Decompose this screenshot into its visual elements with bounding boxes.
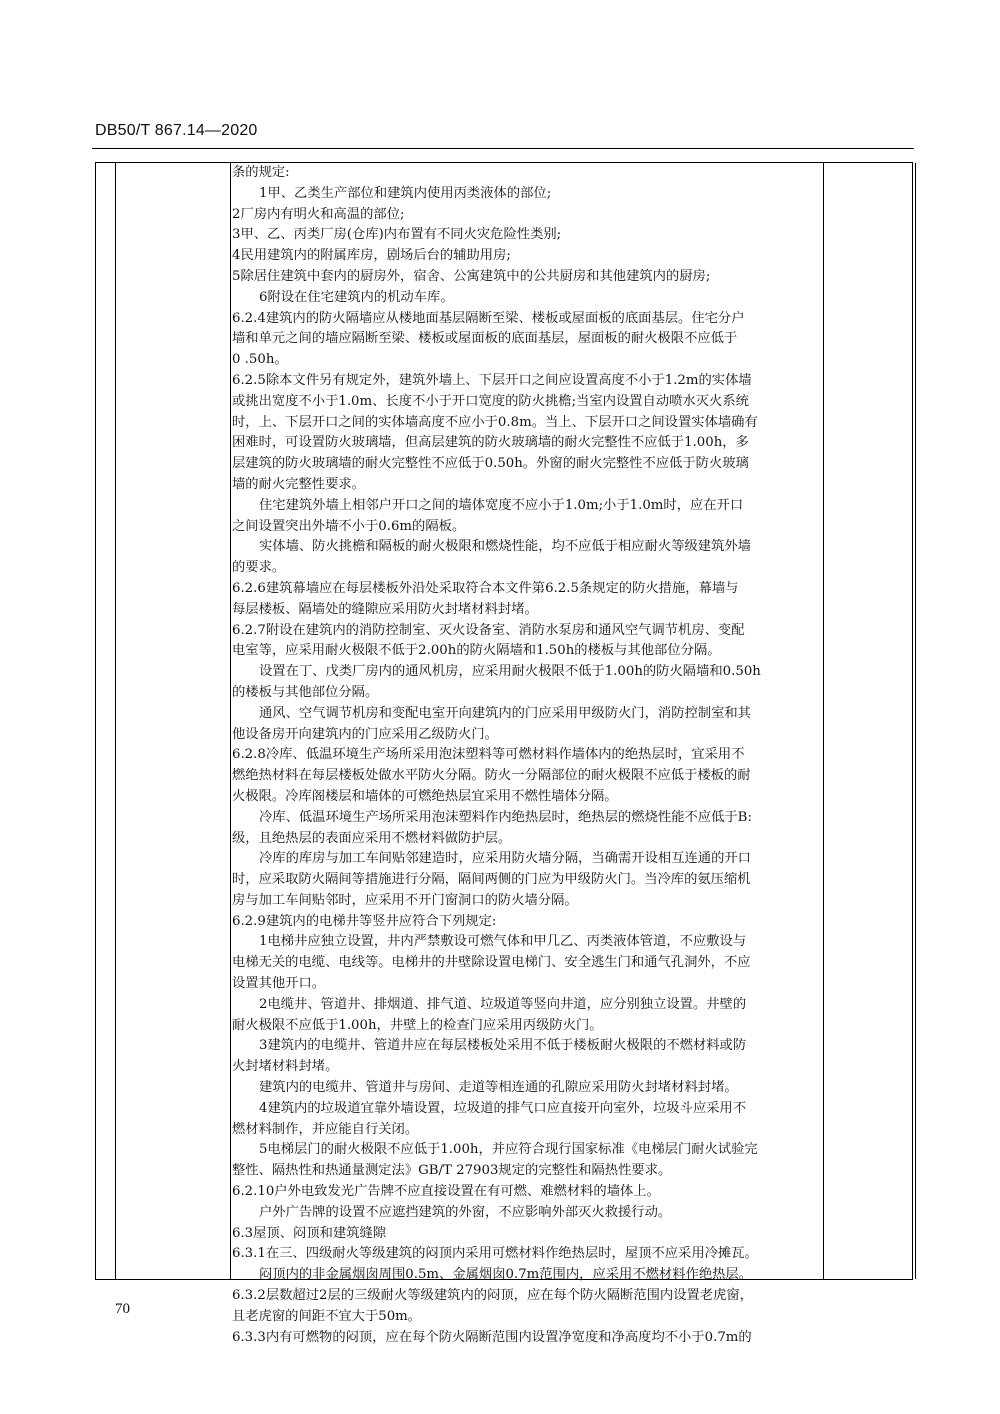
text-line: 6.2.4建筑内的防火隔墙应从楼地面基层隔断至梁、楼板或屋面板的底面基层。住宅分户 xyxy=(232,310,745,326)
text-line: 时，应采取防火隔间等措施进行分隔，隔间两侧的门应为甲级防火门。当冷库的氨压缩机 xyxy=(232,872,751,888)
text-line: 他设备房开向建筑内的门应采用乙级防火门。 xyxy=(232,726,498,742)
text-line: 5除居住建筑中套内的厨房外，宿舍、公寓建筑中的公共厨房和其他建筑内的厨房; xyxy=(232,268,711,284)
text-line: 4民用建筑内的附属库房，剧场后台的辅助用房; xyxy=(232,248,511,264)
text-line: 户外广告牌的设置不应遮挡建筑的外窗，不应影响外部灭火救援行动。 xyxy=(259,1204,672,1220)
column-divider xyxy=(915,163,916,1279)
text-line: 每层楼板、隔墙处的缝隙应采用防火封堵材料封堵。 xyxy=(232,601,538,617)
text-line: 6.3.1在三、四级耐火等级建筑的闷顶内采用可燃材料作绝热层时，屋顶不应采用冷摊瓦。 xyxy=(232,1246,758,1262)
column-divider xyxy=(823,163,824,1279)
text-line: 房与加工车间贴邻时，应采用不开门窗洞口的防火墙分隔。 xyxy=(232,892,578,908)
text-line: 火极限。冷库阁楼层和墙体的可燃绝热层宜采用不燃性墙体分隔。 xyxy=(232,788,618,804)
text-line: 燃材料制作，并应能自行关闭。 xyxy=(232,1121,419,1137)
text-line: 燃绝热材料在每层楼板处做水平防火分隔。防火一分隔部位的耐火极限不应低于楼板的耐 xyxy=(232,768,751,784)
text-line: 困难时，可设置防火玻璃墙，但高层建筑的防火玻璃墙的耐火完整性不应低于1.00h，多 xyxy=(232,435,749,451)
text-line: 级，且绝热层的表面应采用不燃材料做防护层。 xyxy=(232,830,512,846)
text-line: 的要求。 xyxy=(232,560,286,576)
column-divider xyxy=(115,163,116,1279)
header-rule xyxy=(92,148,914,149)
text-line: 的楼板与其他部位分隔。 xyxy=(232,684,379,700)
text-line: 火封堵材料封堵。 xyxy=(232,1059,339,1075)
text-line: 6.3.3内有可燃物的闷顶，应在每个防火隔断范围内设置净宽度和净高度均不小于0.7m的 xyxy=(232,1329,752,1345)
text-line: 墙和单元之间的墙应隔断至梁、楼板或屋面板的底面基层，屋面板的耐火极限不应低于 xyxy=(232,331,738,347)
text-line: 1电梯井应独立设置，井内严禁敷设可燃气体和甲几乙、丙类液体管道，不应敷设与 xyxy=(259,934,747,950)
text-line: 耐火极限不应低于1.00h，井壁上的检查门应采用丙级防火门。 xyxy=(232,1017,603,1033)
text-line: 住宅建筑外墙上相邻户开口之间的墙体宽度不应小于1.0m;小于1.0m时，应在开口 xyxy=(259,497,744,513)
text-line: 设置在丁、戊类厂房内的通风机房，应采用耐火极限不低于1.00h的防火隔墙和0.50h xyxy=(259,664,761,680)
text-line: 6.2.6建筑幕墙应在每层楼板外沿处采取符合本文件第6.2.5条规定的防火措施，幕墙与 xyxy=(232,580,739,596)
text-line: 通风、空气调节机房和变配电室开向建筑内的门应采用甲级防火门，消防控制室和其 xyxy=(259,705,751,721)
text-line: 建筑内的电缆井、管道井与房间、走道等相连通的孔隙应采用防火封堵材料封堵。 xyxy=(259,1080,738,1096)
document-code: DB50/T 867.14—2020 xyxy=(95,122,258,139)
text-line: 0 .50h。 xyxy=(232,352,288,368)
text-line: 之间设置突出外墙不小于0.6m的隔板。 xyxy=(232,518,466,534)
text-line: 层建筑的防火玻璃墙的耐火完整性不应低于0.50h。外窗的耐火完整性不应低于防火玻璃 xyxy=(232,456,749,472)
text-line: 且老虎窗的间距不宜大于50m。 xyxy=(232,1308,422,1324)
page-number: 70 xyxy=(115,1301,130,1317)
text-line: 6附设在住宅建筑内的机动车库。 xyxy=(259,289,454,305)
text-line: 电梯无关的电缆、电线等。电梯井的井壁除设置电梯门、安全逃生门和通气孔洞外，不应 xyxy=(232,955,751,971)
text-line: 墙的耐火完整性要求。 xyxy=(232,476,365,492)
text-line: 冷库、低温环境生产场所采用泡沫塑料作内绝热层时，绝热层的燃烧性能不应低于B: xyxy=(259,809,752,825)
text-line: 整性、隔热性和热通量测定法》GB/T 27903规定的完整性和隔热性要求。 xyxy=(232,1163,672,1179)
text-line: 闷顶内的非金属烟囱周围0.5m、金属烟囱0.7m范围内，应采用不燃材料作绝热层。 xyxy=(259,1267,753,1283)
text-line: 3建筑内的电缆井、管道井应在每层楼板处采用不低于楼板耐火极限的不燃材料或防 xyxy=(259,1038,747,1054)
text-column xyxy=(231,163,822,1348)
text-line: 6.3.2层数超过2层的三级耐火等级建筑内的闷顶，应在每个防火隔断范围内设置老虎窗， xyxy=(232,1288,753,1304)
text-line: 电室等，应采用耐火极限不低于2.00h的防火隔墙和1.50h的楼板与其他部位分隔。 xyxy=(232,643,721,659)
text-line: 时，上、下层开口之间的实体墙高度不应小于0.8m。当上、下层开口之间设置实体墙确有 xyxy=(232,414,758,430)
text-line: 或挑出宽度不小于1.0m、长度不小于开口宽度的防火挑檐;当室内设置自动喷水灭火系统 xyxy=(232,393,749,409)
text-line: 6.2.5除本文件另有规定外，建筑外墙上、下层开口之间应设置高度不小于1.2m的实体墙 xyxy=(232,372,752,388)
text-line: 设置其他开口。 xyxy=(232,976,326,992)
text-line: 冷库的库房与加工车间贴邻建造时，应采用防火墙分隔，当确需开设相互连通的开口 xyxy=(259,851,751,867)
text-line: 6.3屋顶、闷顶和建筑缝隙 xyxy=(232,1225,387,1241)
text-line: 条的规定: xyxy=(232,165,290,180)
text-line: 2厂房内有明火和高温的部位; xyxy=(232,206,405,222)
text-line: 6.2.7附设在建筑内的消防控制室、灭火设备室、消防水泵房和通风空气调节机房、变配 xyxy=(232,622,745,638)
text-line: 2电缆井、管道井、排烟道、排气道、垃圾道等竖向井道，应分别独立设置。井壁的 xyxy=(259,996,747,1012)
text-line: 6.2.8冷库、低温环境生产场所采用泡沫塑料等可燃材料作墙体内的绝热层时，宜采用不 xyxy=(232,747,745,763)
text-line: 5电梯层门的耐火极限不应低于1.00h，并应符合现行国家标准《电梯层门耐火试验完 xyxy=(259,1142,758,1158)
text-line: 3甲、乙、丙类厂房(仓库)内布置有不同火灾危险性类别; xyxy=(232,227,562,243)
text-line: 实体墙、防火挑檐和隔板的耐火极限和燃烧性能，均不应低于相应耐火等级建筑外墙 xyxy=(259,539,751,555)
text-line: 6.2.10户外电致发光广告牌不应直接设置在有可燃、难燃材料的墙体上。 xyxy=(232,1184,660,1200)
text-line: 4建筑内的垃圾道宜靠外墙设置，垃圾道的排气口应直接开向室外，垃圾斗应采用不 xyxy=(259,1100,747,1116)
text-line: 6.2.9建筑内的电梯井等竖井应符合下列规定: xyxy=(232,913,497,929)
text-line: 1甲、乙类生产部位和建筑内使用丙类液体的部位; xyxy=(259,185,552,201)
